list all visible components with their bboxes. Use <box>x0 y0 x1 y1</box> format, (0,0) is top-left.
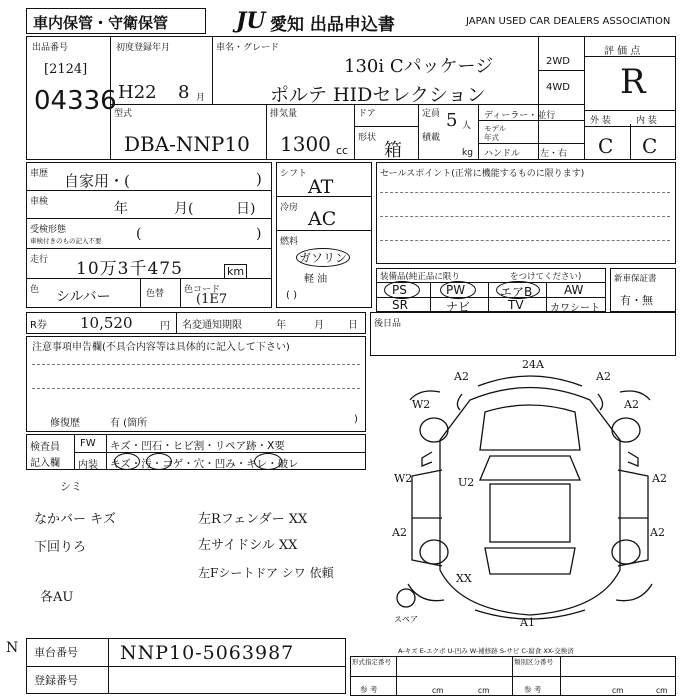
equip-navi: ナビ <box>446 300 471 314</box>
mark-front-left-a2: A2 <box>454 370 469 383</box>
repair-history-value: 有 (箇所 <box>110 418 148 429</box>
footer-cm-2: cm <box>478 686 490 695</box>
recycle-label: R券 <box>30 320 47 331</box>
mark-left-sill-a2: A2 <box>392 526 407 539</box>
note-stain: シミ <box>60 480 82 493</box>
model-label: 型式 <box>114 109 133 119</box>
mark-roof-u2: U2 <box>458 476 475 489</box>
dealer-label: ディーラー・並行 <box>484 111 556 121</box>
inspection-day: 日) <box>236 201 256 217</box>
chassis-label: 車台番号 <box>34 646 78 659</box>
receipt-close: ) <box>256 226 262 242</box>
shape-value: 箱 <box>384 140 402 161</box>
usage-label: 車歴 <box>30 169 49 179</box>
evaluation-label: 評 価 点 <box>604 46 641 57</box>
transfer-day: 日 <box>348 320 358 331</box>
inspector-mark-dent <box>254 453 282 470</box>
mark-front-right-a2: A2 <box>596 370 611 383</box>
reg-number-label: 登録番号 <box>34 674 78 687</box>
door-label: ドア <box>358 109 376 119</box>
form-title: 愛知 出品申込書 <box>270 15 395 35</box>
note-line2-left: 下回りろ <box>34 540 87 555</box>
inspector-mark-stain <box>146 453 172 470</box>
footer-cm-4: cm <box>656 686 668 695</box>
footer-ref-1: 参 考 <box>360 685 378 694</box>
equipment-label: 装備品(純正品に限り <box>380 272 460 282</box>
shift-label: シフト <box>280 169 308 179</box>
equip-check-pw <box>440 281 476 299</box>
inspector-int-items: キズ・汚・コゲ・穴・凹み・キレ・破レ <box>110 458 299 470</box>
car-name-label: 車名・グレード <box>216 43 280 53</box>
warranty-label: 新車保証書 <box>614 274 657 284</box>
equip-ps: PS <box>392 283 407 297</box>
shape-label: 形状 <box>358 133 377 143</box>
equip-leather-seat: カワシート <box>550 303 600 314</box>
car-damage-diagram <box>380 360 680 630</box>
note-line1-left: なかバー キズ <box>34 512 116 527</box>
inspector-mark-kizu <box>114 453 140 470</box>
capacity-label: 定員 <box>422 109 441 119</box>
header-tab: 車内保管・守衛保管 <box>33 14 169 32</box>
damage-legend: A-キズ E-エクボ U-凹み W-補修跡 S-サビ C-腐食 XX-交換済 <box>398 647 574 655</box>
equip-tv: TV <box>508 298 524 312</box>
usage-value: 自家用・( <box>64 172 130 190</box>
entry-sub-number: [2124] <box>44 62 88 77</box>
displacement-unit: cc <box>336 144 349 157</box>
recycle-value: 10,520 <box>80 314 133 332</box>
header-tab-box <box>26 8 206 34</box>
load-unit: kg <box>462 148 473 158</box>
repair-history-label: 修復歴 <box>50 418 80 429</box>
transfer-label: 名変通知期限 <box>182 320 242 331</box>
registration-year: H22 <box>118 82 157 103</box>
inspector-fw-label: FW <box>80 438 96 449</box>
car-name: ポルテ HIDセレクション <box>270 84 486 106</box>
equip-aw: AW <box>564 283 584 297</box>
color-code: (1E7 <box>196 292 228 307</box>
note-line3-right: 左Fシートドア シワ 依頼 <box>198 566 334 580</box>
registration-month: 8 <box>178 82 190 103</box>
shape-number-label: 形式指定番号 <box>352 658 391 666</box>
mark-right-rear-a2: A2 <box>650 526 665 539</box>
equip-sr: SR <box>392 298 408 312</box>
footer-cm-1: cm <box>432 686 444 695</box>
fuel-gasoline: ガソリン <box>296 248 350 267</box>
fuel-label: 燃料 <box>280 237 299 247</box>
car-grade: 130i Cパッケージ <box>344 56 494 77</box>
margin-mark: N <box>6 640 19 656</box>
footer-cm-3: cm <box>612 686 624 695</box>
equip-airbag: エアB <box>500 285 533 299</box>
spare-label: スペア <box>394 615 418 624</box>
equipment-label2: をつけてください) <box>510 272 582 282</box>
receipt-note: 車検付きのもの記入不要 <box>30 237 102 245</box>
mark-left-fender-w2: W2 <box>412 398 431 411</box>
mark-left-door-w2: W2 <box>394 472 413 485</box>
model-year-label: モデル 年式 <box>484 124 507 142</box>
mark-rear-left-xx: XX <box>456 572 472 585</box>
receipt-label: 受検形態 <box>30 225 67 235</box>
aircon-label: 冷房 <box>280 203 299 213</box>
shift-value: AT <box>308 176 334 198</box>
load-label: 積載 <box>422 133 441 143</box>
transfer-month: 月 <box>314 320 324 331</box>
notes-label: 注意事項申告欄(不具合内容等は具体的に記入して下さい) <box>32 342 290 353</box>
registration-label: 初度登録年月 <box>116 43 171 53</box>
interior-label: 内 装 <box>636 116 657 126</box>
inspection-year: 年 <box>114 201 128 217</box>
evaluation-score: R <box>620 62 646 102</box>
entry-number: 04336 <box>34 86 117 116</box>
inspector-fw-items: キズ・凹石・ヒビ割・リペア跡・X要 <box>110 440 285 452</box>
capacity-value: 5 <box>446 110 458 131</box>
note-line1-right: 左Rフェンダー XX <box>198 512 308 527</box>
color-value: シルバー <box>56 289 111 305</box>
inspection-month: 月( <box>174 201 194 217</box>
capacity-unit: 人 <box>462 121 472 131</box>
mark-front-24a: 24A <box>522 360 544 371</box>
color-tone-label: 色替 <box>146 289 165 299</box>
inspector-label-2: 記入欄 <box>30 458 60 469</box>
handle-options: 左・右 <box>540 149 568 159</box>
receipt-open: ( <box>136 226 142 242</box>
registration-month-unit: 月 <box>196 93 206 103</box>
entry-number-label: 出品番号 <box>32 43 69 53</box>
mark-rear-a1: A1 <box>520 616 535 629</box>
footer-ref-2: 参 考 <box>524 685 542 694</box>
fuel-other: ( ) <box>286 290 297 301</box>
ju-logo: JU <box>236 8 266 34</box>
model-value: DBA-NNP10 <box>124 132 250 156</box>
aircon-value: AC <box>308 208 337 230</box>
mileage-label: 走行 <box>30 255 49 265</box>
drive-4wd: 4WD <box>546 82 570 93</box>
association-name: JAPAN USED CAR DEALERS ASSOCIATION <box>466 16 671 27</box>
exterior-grade: C <box>598 134 614 158</box>
displacement-label: 排気量 <box>270 109 298 119</box>
note-line2-right: 左サイドシル XX <box>198 538 298 553</box>
drive-2wd: 2WD <box>546 56 570 67</box>
handle-label: ハンドル <box>484 149 521 159</box>
transfer-year: 年 <box>276 320 286 331</box>
selling-point-label: セールスポイント(正常に機能するものに限ります) <box>380 169 585 179</box>
equip-check-ps <box>384 281 420 299</box>
mileage-value: 10万3千475 <box>76 259 183 279</box>
equip-check-airbag <box>496 281 540 299</box>
equip-pw: PW <box>446 283 466 297</box>
mileage-unit: km <box>224 264 247 279</box>
mark-right-fender-a2: A2 <box>624 398 639 411</box>
color-code-label: 色コード <box>184 285 221 295</box>
interior-grade: C <box>642 134 658 158</box>
fuel-diesel: 軽 油 <box>304 274 328 285</box>
repair-history-close: ) <box>354 414 358 425</box>
recycle-unit: 円 <box>160 321 170 332</box>
note-line4-left: 各AU <box>40 590 74 605</box>
later-items-label: 後日品 <box>374 319 402 329</box>
warranty-value: 有・無 <box>620 294 653 307</box>
displacement-value: 1300 <box>280 132 331 156</box>
inspector-label-1: 検査員 <box>30 442 60 453</box>
inspector-int-label: 内装 <box>78 460 98 471</box>
mark-right-door-a2: A2 <box>652 472 667 485</box>
later-items-box <box>370 312 676 356</box>
category-number-label: 類別区分番号 <box>514 658 553 666</box>
chassis-value: NNP10-5063987 <box>120 642 295 664</box>
inspection-label: 車検 <box>30 197 49 207</box>
exterior-label: 外 装 <box>590 116 611 126</box>
usage-close: ) <box>256 170 262 188</box>
color-label: 色 <box>30 285 40 295</box>
